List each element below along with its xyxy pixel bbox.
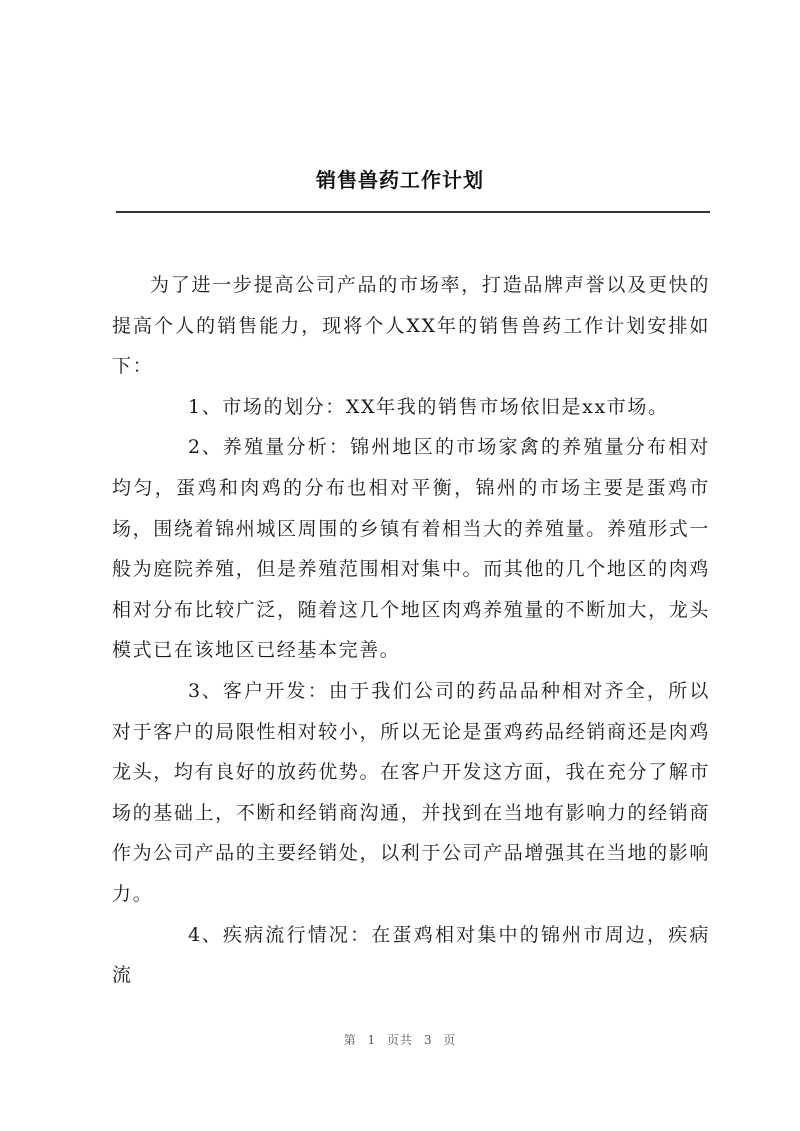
paragraph-item-4 — [112, 915, 710, 996]
item-number: 1、 — [188, 395, 223, 418]
paragraph-item-2 — [112, 427, 710, 671]
paragraph-intro — [112, 265, 710, 387]
footer-current-page: 1 — [367, 1033, 377, 1047]
paragraph-text: 养殖量分析：锦州地区的市场家禽的养殖量分布相对均匀，蛋鸡和肉鸡的分布也相对平衡，锦州的市场主要是蛋鸡市场，围绕着锦州城区周围的乡镇有着相当大的养殖量。养殖形式一般为庭院养殖，但是养殖范围相对集中。而其他的几个地区的肉鸡相对分布比较广泛，随着这几个地区肉鸡养殖量的不断加大，龙头模式已在该地区已经基本完善。 — [112, 436, 710, 662]
paragraph-text: 为了进一步提高公司产品的市场率，打造品牌声誉以及更快的提高个人的销售能力，现将个人XX年的销售兽药工作计划安排如下： — [112, 274, 710, 378]
paragraph-text: 疾病流行情况：在蛋鸡相对集中的锦州市周边，疾病流 — [112, 923, 710, 987]
paragraph-text: 客户开发：由于我们公司的药品品种相对齐全，所以对于客户的局限性相对较小，所以无论是蛋鸡药品经销商还是肉鸡龙头，均有良好的放药优势。在客户开发这方面，我在充分了解市场的基础上，不断和经销商沟通，并找到在当地有影响力的经销商作为公司产品的主要经销处，以利于公司产品增强其在当地的影响力。 — [112, 679, 710, 905]
footer-total-pages: 3 — [423, 1033, 433, 1047]
footer-middle: 页共 — [386, 1033, 413, 1047]
item-number: 3、 — [188, 679, 223, 702]
item-number: 2、 — [188, 436, 223, 459]
item-number: 4、 — [188, 923, 223, 946]
paragraph-text: 市场的划分：XX年我的销售市场依旧是xx市场。 — [222, 395, 669, 418]
title-divider — [116, 211, 710, 213]
paragraph-item-1 — [112, 387, 710, 428]
document-title: 销售兽药工作计划 — [316, 168, 484, 192]
paragraph-item-3 — [112, 671, 710, 915]
footer-suffix: 页 — [443, 1033, 457, 1047]
footer-prefix: 第 — [343, 1033, 357, 1047]
page-footer — [0, 1031, 800, 1048]
document-body — [112, 265, 710, 996]
